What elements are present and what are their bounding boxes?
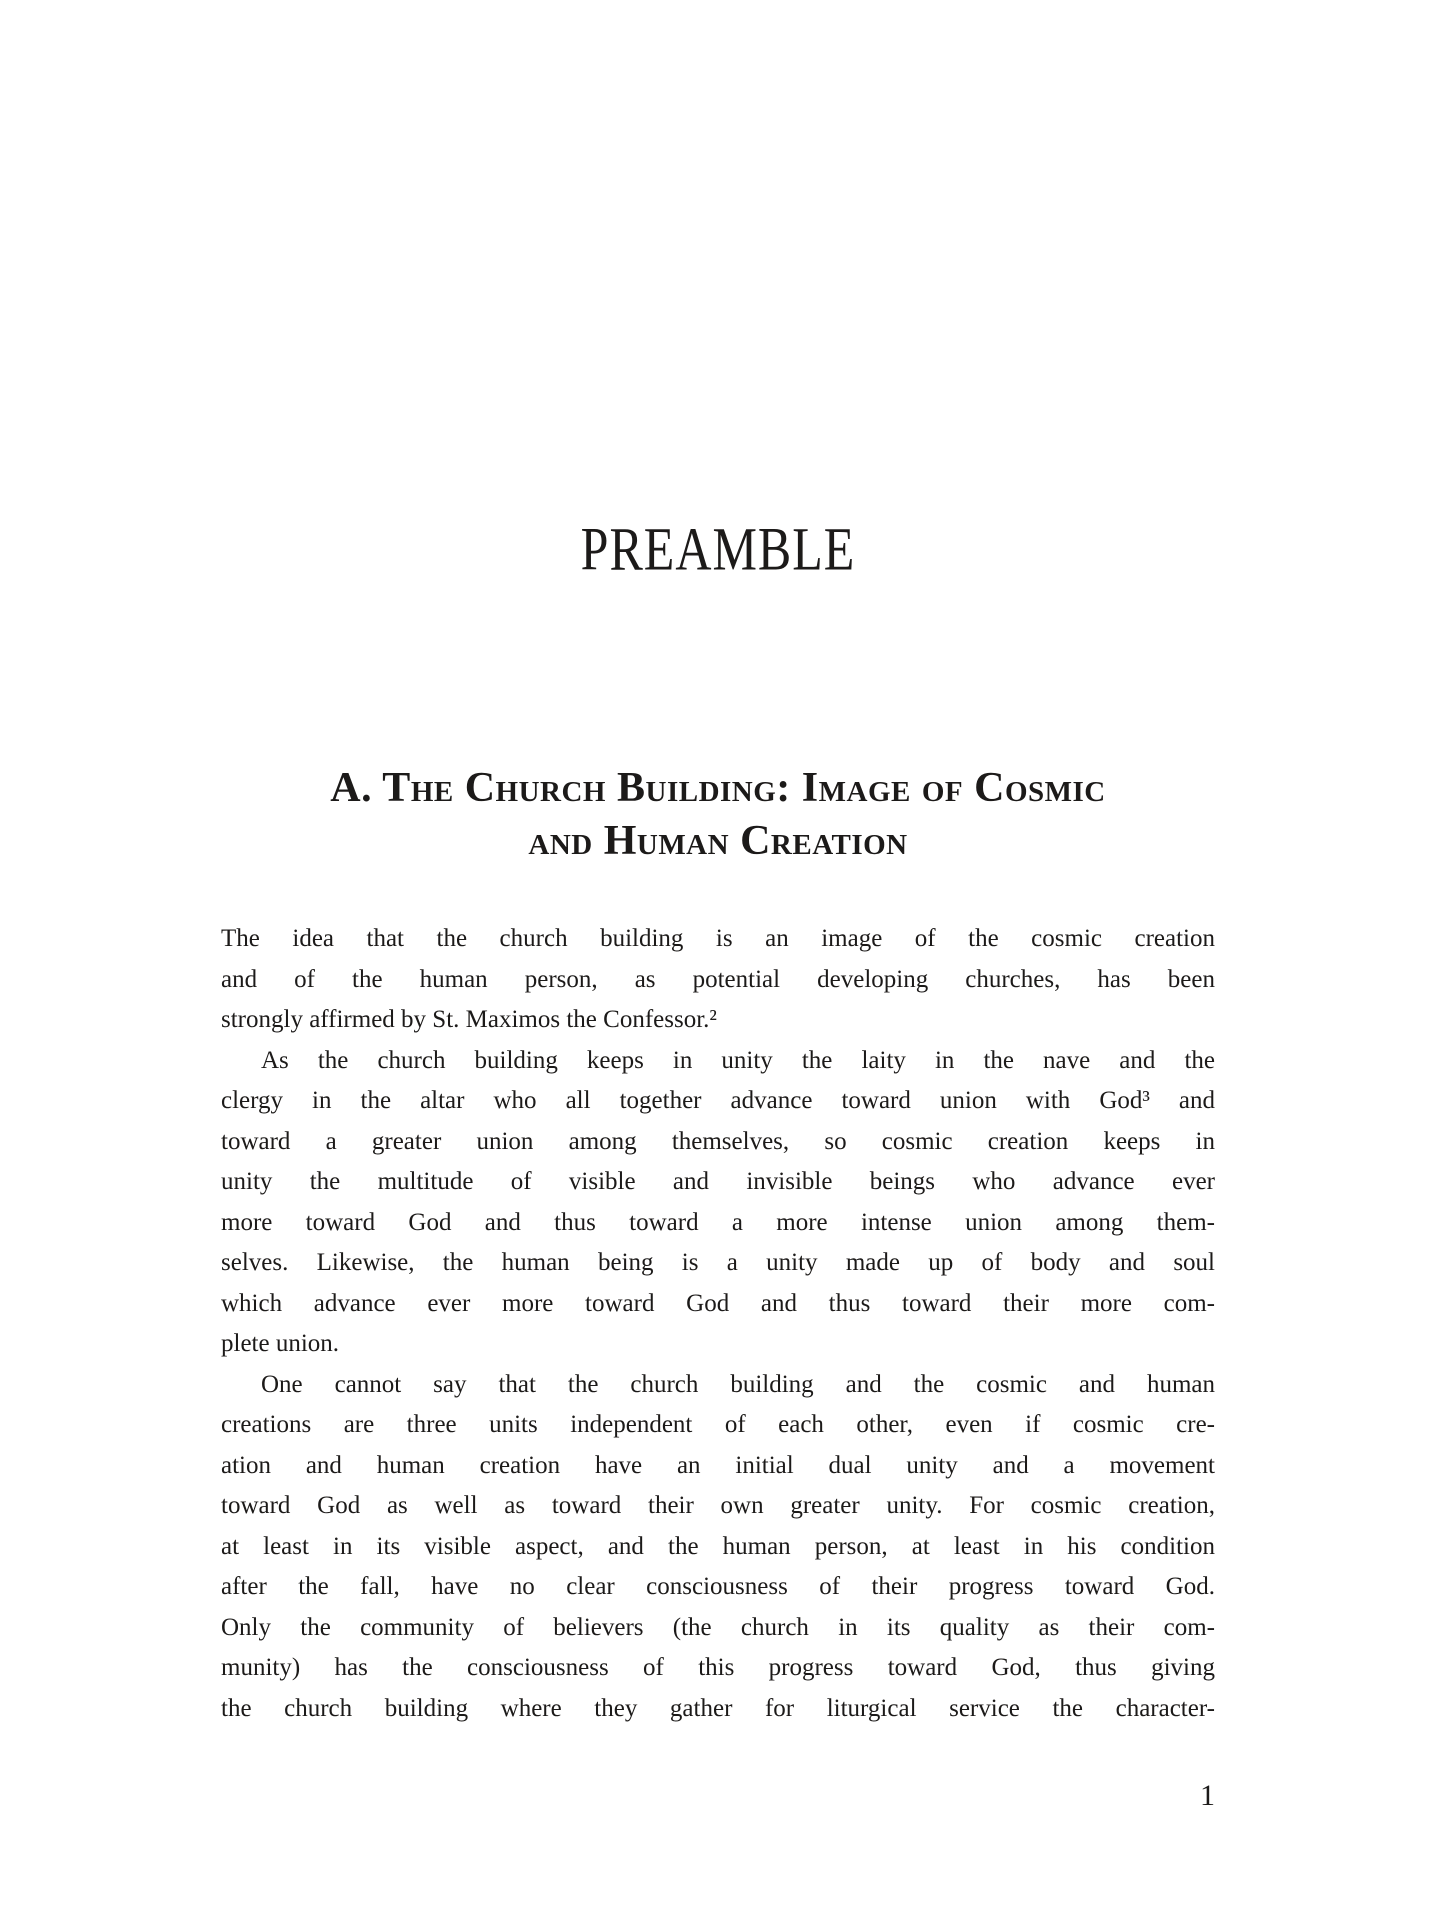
text-line: unity the multitude of visible and invisible beings who advance ever bbox=[221, 1168, 1215, 1195]
page-number: 1 bbox=[1200, 1779, 1215, 1812]
text-line: Only the community of believers (the church in its quality as their com- bbox=[221, 1613, 1215, 1641]
text-line: toward God as well as toward their own greater unity. For cosmic creation, bbox=[221, 1492, 1215, 1519]
section-heading-line-2: and Human Creation bbox=[528, 818, 908, 864]
text-line: more toward God and thus toward a more intense union among them- bbox=[221, 1208, 1215, 1236]
text-line: As the church building keeps in unity the laity in the nave and the bbox=[261, 1046, 1215, 1074]
text-line: The idea that the church building is an image of the cosmic creation bbox=[221, 925, 1215, 952]
text-line: clergy in the altar who all together advance toward union with God³ and bbox=[221, 1087, 1215, 1114]
section-heading-line-1: A. The Church Building: Image of Cosmic bbox=[330, 765, 1106, 811]
paragraph-2 bbox=[221, 1041, 1215, 1365]
text-line: after the fall, have no clear consciousness of their progress toward God. bbox=[221, 1573, 1215, 1600]
text-line: creations are three units independent of each other, even if cosmic cre- bbox=[221, 1411, 1215, 1438]
chapter-title: PREAMBLE bbox=[580, 514, 856, 584]
text-line: toward a greater union among themselves, so cosmic creation keeps in bbox=[221, 1127, 1215, 1155]
text-line: which advance ever more toward God and thus toward their more com- bbox=[221, 1289, 1215, 1317]
text-line: the church building where they gather for liturgical service the character- bbox=[221, 1694, 1215, 1722]
paragraph-3 bbox=[221, 1365, 1215, 1730]
text-line: at least in its visible aspect, and the human person, at least in his condition bbox=[221, 1532, 1215, 1560]
text-line: One cannot say that the church building and the cosmic and human bbox=[261, 1370, 1215, 1398]
text-line: and of the human person, as potential developing churches, has been bbox=[221, 965, 1215, 993]
body-text bbox=[221, 919, 1215, 1729]
text-line: ation and human creation have an initial dual unity and a movement bbox=[221, 1451, 1215, 1479]
paragraph-1 bbox=[221, 919, 1215, 1041]
text-line: strongly affirmed by St. Maximos the Confessor.² bbox=[221, 1006, 717, 1033]
text-line: selves. Likewise, the human being is a unity made up of body and soul bbox=[221, 1249, 1215, 1276]
text-line: munity) has the consciousness of this progress toward God, thus giving bbox=[221, 1654, 1215, 1681]
text-line: plete union. bbox=[221, 1330, 340, 1357]
section-heading bbox=[221, 762, 1215, 868]
